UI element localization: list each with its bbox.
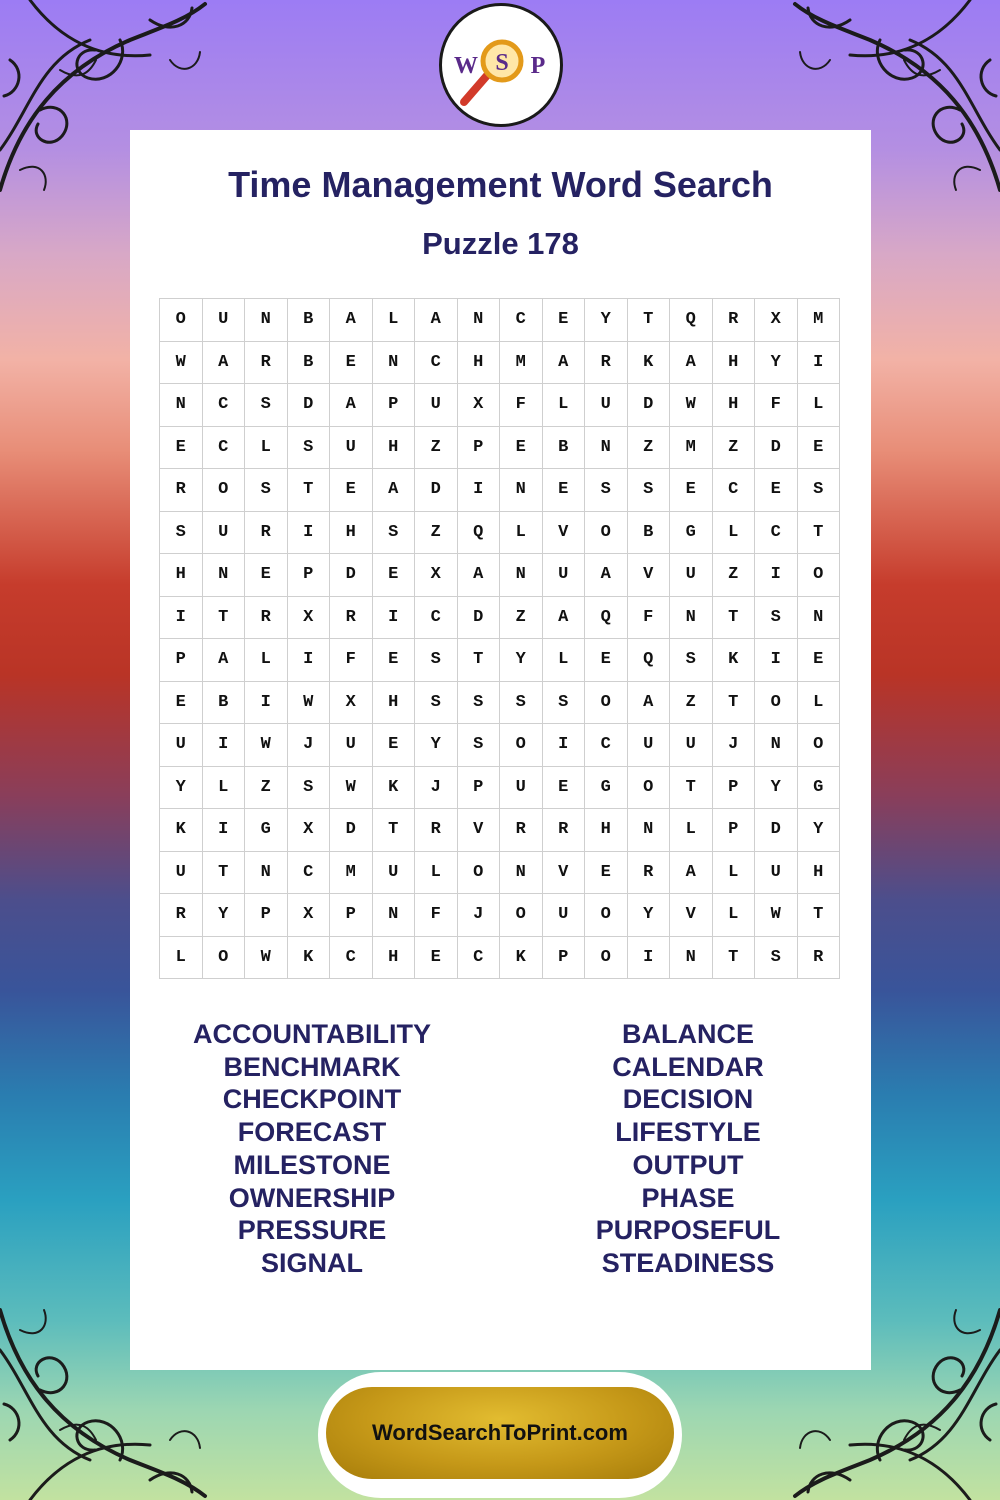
grid-cell: K bbox=[713, 639, 756, 682]
grid-cell: O bbox=[203, 469, 246, 512]
grid-cell: A bbox=[543, 342, 586, 385]
grid-cell: N bbox=[373, 894, 416, 937]
grid-cell: I bbox=[203, 724, 246, 767]
grid-cell: J bbox=[458, 894, 501, 937]
grid-cell: E bbox=[160, 427, 203, 470]
grid-cell: S bbox=[755, 597, 798, 640]
grid-cell: O bbox=[755, 682, 798, 725]
grid-cell: T bbox=[670, 767, 713, 810]
grid-cell: K bbox=[288, 937, 331, 980]
grid-cell: N bbox=[798, 597, 841, 640]
wsp-logo bbox=[439, 3, 563, 127]
grid-cell: X bbox=[458, 384, 501, 427]
grid-cell: D bbox=[755, 809, 798, 852]
puzzle-number: Puzzle 178 bbox=[422, 226, 579, 261]
site-link[interactable]: WordSearchToPrint.com bbox=[326, 1387, 674, 1479]
grid-cell: E bbox=[330, 342, 373, 385]
grid-cell: O bbox=[585, 682, 628, 725]
grid-cell: C bbox=[713, 469, 756, 512]
grid-cell: E bbox=[245, 554, 288, 597]
grid-cell: L bbox=[203, 767, 246, 810]
grid-cell: E bbox=[755, 469, 798, 512]
grid-cell: Z bbox=[670, 682, 713, 725]
grid-cell: U bbox=[330, 724, 373, 767]
grid-cell: D bbox=[288, 384, 331, 427]
grid-cell: I bbox=[203, 809, 246, 852]
grid-cell: J bbox=[288, 724, 331, 767]
logo-letter-w: W bbox=[454, 53, 478, 79]
grid-cell: T bbox=[628, 299, 671, 342]
grid-cell: G bbox=[585, 767, 628, 810]
grid-cell: L bbox=[415, 852, 458, 895]
grid-cell: V bbox=[628, 554, 671, 597]
grid-cell: A bbox=[203, 342, 246, 385]
grid-cell: R bbox=[713, 299, 756, 342]
grid-cell: H bbox=[373, 427, 416, 470]
grid-cell: U bbox=[670, 554, 713, 597]
grid-cell: R bbox=[245, 597, 288, 640]
grid-cell: T bbox=[203, 852, 246, 895]
grid-cell: W bbox=[330, 767, 373, 810]
grid-cell: A bbox=[373, 469, 416, 512]
grid-cell: A bbox=[458, 554, 501, 597]
grid-cell: I bbox=[288, 639, 331, 682]
grid-cell: E bbox=[798, 639, 841, 682]
grid-cell: W bbox=[288, 682, 331, 725]
grid-cell: I bbox=[288, 512, 331, 555]
grid-cell: C bbox=[415, 342, 458, 385]
grid-cell: N bbox=[373, 342, 416, 385]
grid-cell: C bbox=[500, 299, 543, 342]
footer-badge bbox=[318, 1372, 682, 1498]
grid-cell: B bbox=[288, 299, 331, 342]
grid-cell: R bbox=[245, 512, 288, 555]
word-list-item: OWNERSHIP bbox=[228, 1182, 396, 1213]
grid-cell: B bbox=[628, 512, 671, 555]
grid-cell: S bbox=[500, 682, 543, 725]
grid-cell: U bbox=[755, 852, 798, 895]
word-list-item: DECISION bbox=[622, 1084, 754, 1115]
grid-cell: N bbox=[628, 809, 671, 852]
word-list-item: STEADINESS bbox=[601, 1247, 775, 1278]
logo-letter-p: P bbox=[530, 53, 546, 79]
word-list-item: CALENDAR bbox=[612, 1051, 764, 1082]
grid-cell: R bbox=[585, 342, 628, 385]
word-list-item: MILESTONE bbox=[233, 1149, 391, 1180]
grid-cell: A bbox=[203, 639, 246, 682]
grid-cell: R bbox=[160, 894, 203, 937]
grid-cell: N bbox=[585, 427, 628, 470]
grid-cell: R bbox=[628, 852, 671, 895]
grid-cell: L bbox=[798, 682, 841, 725]
grid-cell: A bbox=[670, 852, 713, 895]
letter-grid bbox=[159, 298, 840, 979]
grid-cell: A bbox=[628, 682, 671, 725]
grid-cell: L bbox=[670, 809, 713, 852]
grid-cell: C bbox=[330, 937, 373, 980]
grid-cell: C bbox=[585, 724, 628, 767]
grid-cell: V bbox=[458, 809, 501, 852]
grid-cell: Q bbox=[628, 639, 671, 682]
grid-cell: R bbox=[160, 469, 203, 512]
grid-cell: X bbox=[288, 597, 331, 640]
grid-cell: P bbox=[245, 894, 288, 937]
grid-cell: K bbox=[160, 809, 203, 852]
grid-cell: U bbox=[373, 852, 416, 895]
grid-cell: J bbox=[713, 724, 756, 767]
grid-cell: S bbox=[543, 682, 586, 725]
grid-cell: T bbox=[203, 597, 246, 640]
grid-cell: N bbox=[245, 852, 288, 895]
grid-cell: S bbox=[458, 682, 501, 725]
grid-cell: F bbox=[415, 894, 458, 937]
grid-cell: M bbox=[500, 342, 543, 385]
grid-cell: D bbox=[330, 554, 373, 597]
grid-cell: J bbox=[415, 767, 458, 810]
grid-cell: T bbox=[713, 937, 756, 980]
grid-cell: D bbox=[458, 597, 501, 640]
grid-cell: N bbox=[670, 597, 713, 640]
grid-cell: E bbox=[373, 554, 416, 597]
grid-cell: S bbox=[288, 767, 331, 810]
grid-cell: N bbox=[500, 852, 543, 895]
grid-cell: W bbox=[245, 937, 288, 980]
grid-cell: S bbox=[755, 937, 798, 980]
grid-cell: G bbox=[798, 767, 841, 810]
grid-cell: Y bbox=[203, 894, 246, 937]
grid-cell: F bbox=[628, 597, 671, 640]
grid-cell: Y bbox=[415, 724, 458, 767]
grid-cell: P bbox=[543, 937, 586, 980]
grid-cell: Y bbox=[628, 894, 671, 937]
grid-cell: P bbox=[330, 894, 373, 937]
grid-cell: N bbox=[500, 554, 543, 597]
grid-cell: S bbox=[670, 639, 713, 682]
grid-cell: Q bbox=[585, 597, 628, 640]
grid-cell: C bbox=[415, 597, 458, 640]
grid-cell: A bbox=[670, 342, 713, 385]
grid-cell: E bbox=[585, 639, 628, 682]
grid-cell: O bbox=[500, 724, 543, 767]
grid-cell: F bbox=[500, 384, 543, 427]
grid-cell: L bbox=[713, 852, 756, 895]
word-list-item: PURPOSEFUL bbox=[595, 1215, 781, 1246]
grid-cell: W bbox=[160, 342, 203, 385]
grid-cell: I bbox=[755, 554, 798, 597]
grid-cell: A bbox=[330, 384, 373, 427]
grid-cell: E bbox=[543, 469, 586, 512]
word-list-item: LIFESTYLE bbox=[615, 1117, 761, 1148]
grid-cell: V bbox=[543, 852, 586, 895]
grid-cell: P bbox=[160, 639, 203, 682]
grid-cell: R bbox=[245, 342, 288, 385]
grid-cell: S bbox=[798, 469, 841, 512]
grid-cell: S bbox=[245, 384, 288, 427]
grid-cell: T bbox=[713, 597, 756, 640]
grid-cell: X bbox=[288, 809, 331, 852]
grid-cell: I bbox=[628, 937, 671, 980]
grid-cell: R bbox=[543, 809, 586, 852]
grid-cell: Y bbox=[798, 809, 841, 852]
grid-cell: M bbox=[670, 427, 713, 470]
grid-cell: L bbox=[245, 639, 288, 682]
grid-cell: Z bbox=[713, 554, 756, 597]
word-list-item: PRESSURE bbox=[237, 1215, 387, 1246]
word-list-item: CHECKPOINT bbox=[222, 1084, 402, 1115]
grid-cell: E bbox=[373, 724, 416, 767]
grid-cell: X bbox=[330, 682, 373, 725]
grid-cell: F bbox=[755, 384, 798, 427]
grid-cell: L bbox=[500, 512, 543, 555]
grid-cell: Y bbox=[160, 767, 203, 810]
word-list-item: ACCOUNTABILITY bbox=[193, 1019, 431, 1049]
grid-cell: U bbox=[160, 724, 203, 767]
grid-cell: Y bbox=[585, 299, 628, 342]
grid-cell: R bbox=[798, 937, 841, 980]
grid-cell: D bbox=[415, 469, 458, 512]
grid-cell: H bbox=[458, 342, 501, 385]
grid-cell: W bbox=[245, 724, 288, 767]
word-list-item: SIGNAL bbox=[260, 1247, 363, 1278]
grid-cell: I bbox=[245, 682, 288, 725]
grid-cell: S bbox=[628, 469, 671, 512]
grid-cell: A bbox=[415, 299, 458, 342]
grid-cell: C bbox=[458, 937, 501, 980]
grid-cell: U bbox=[330, 427, 373, 470]
grid-cell: P bbox=[458, 427, 501, 470]
grid-cell: M bbox=[330, 852, 373, 895]
grid-cell: S bbox=[288, 427, 331, 470]
grid-cell: T bbox=[373, 809, 416, 852]
grid-cell: S bbox=[415, 639, 458, 682]
grid-cell: H bbox=[798, 852, 841, 895]
grid-cell: O bbox=[798, 554, 841, 597]
grid-cell: V bbox=[543, 512, 586, 555]
grid-cell: O bbox=[585, 512, 628, 555]
logo-letter-s: S bbox=[495, 50, 509, 76]
grid-cell: O bbox=[203, 937, 246, 980]
grid-cell: K bbox=[500, 937, 543, 980]
grid-cell: W bbox=[670, 384, 713, 427]
grid-cell: G bbox=[245, 809, 288, 852]
grid-cell: Z bbox=[415, 427, 458, 470]
grid-cell: D bbox=[755, 427, 798, 470]
grid-cell: P bbox=[288, 554, 331, 597]
grid-cell: D bbox=[628, 384, 671, 427]
grid-cell: B bbox=[288, 342, 331, 385]
grid-cell: U bbox=[500, 767, 543, 810]
grid-cell: P bbox=[373, 384, 416, 427]
grid-cell: A bbox=[330, 299, 373, 342]
grid-cell: R bbox=[500, 809, 543, 852]
grid-cell: U bbox=[543, 554, 586, 597]
grid-cell: E bbox=[543, 767, 586, 810]
grid-cell: U bbox=[543, 894, 586, 937]
grid-cell: T bbox=[288, 469, 331, 512]
grid-cell: N bbox=[160, 384, 203, 427]
grid-cell: N bbox=[500, 469, 543, 512]
grid-cell: I bbox=[458, 469, 501, 512]
grid-cell: E bbox=[543, 299, 586, 342]
word-list-left bbox=[172, 1018, 452, 1280]
grid-cell: E bbox=[160, 682, 203, 725]
grid-cell: H bbox=[373, 682, 416, 725]
grid-cell: U bbox=[203, 299, 246, 342]
grid-cell: N bbox=[203, 554, 246, 597]
grid-cell: L bbox=[798, 384, 841, 427]
grid-cell: C bbox=[755, 512, 798, 555]
grid-cell: O bbox=[798, 724, 841, 767]
word-list-item: BALANCE bbox=[622, 1019, 754, 1049]
grid-cell: U bbox=[415, 384, 458, 427]
grid-cell: Y bbox=[755, 342, 798, 385]
grid-cell: E bbox=[373, 639, 416, 682]
grid-cell: I bbox=[373, 597, 416, 640]
grid-cell: O bbox=[628, 767, 671, 810]
grid-cell: Z bbox=[245, 767, 288, 810]
grid-cell: U bbox=[585, 384, 628, 427]
grid-cell: R bbox=[415, 809, 458, 852]
grid-cell: E bbox=[415, 937, 458, 980]
puzzle-panel bbox=[130, 130, 871, 1370]
grid-cell: X bbox=[755, 299, 798, 342]
grid-cell: O bbox=[160, 299, 203, 342]
word-list-item: FORECAST bbox=[237, 1117, 387, 1148]
grid-cell: L bbox=[543, 639, 586, 682]
grid-cell: Z bbox=[500, 597, 543, 640]
grid-cell: L bbox=[713, 512, 756, 555]
grid-cell: E bbox=[585, 852, 628, 895]
grid-cell: D bbox=[330, 809, 373, 852]
grid-cell: L bbox=[160, 937, 203, 980]
word-list-item: BENCHMARK bbox=[223, 1051, 401, 1082]
grid-cell: Y bbox=[500, 639, 543, 682]
grid-cell: N bbox=[245, 299, 288, 342]
grid-cell: X bbox=[288, 894, 331, 937]
grid-cell: Q bbox=[670, 299, 713, 342]
grid-cell: K bbox=[373, 767, 416, 810]
grid-cell: E bbox=[500, 427, 543, 470]
grid-cell: H bbox=[373, 937, 416, 980]
grid-cell: S bbox=[415, 682, 458, 725]
grid-cell: S bbox=[160, 512, 203, 555]
grid-cell: A bbox=[543, 597, 586, 640]
grid-cell: T bbox=[798, 512, 841, 555]
grid-cell: B bbox=[543, 427, 586, 470]
grid-cell: O bbox=[585, 937, 628, 980]
grid-cell: K bbox=[628, 342, 671, 385]
grid-cell: E bbox=[670, 469, 713, 512]
grid-cell: Z bbox=[628, 427, 671, 470]
grid-cell: L bbox=[713, 894, 756, 937]
grid-cell: H bbox=[713, 384, 756, 427]
grid-cell: A bbox=[585, 554, 628, 597]
grid-cell: T bbox=[798, 894, 841, 937]
grid-cell: F bbox=[330, 639, 373, 682]
grid-cell: S bbox=[585, 469, 628, 512]
grid-cell: M bbox=[798, 299, 841, 342]
grid-cell: H bbox=[330, 512, 373, 555]
grid-cell: C bbox=[203, 427, 246, 470]
grid-cell: L bbox=[543, 384, 586, 427]
grid-cell: Z bbox=[415, 512, 458, 555]
grid-cell: X bbox=[415, 554, 458, 597]
grid-cell: P bbox=[458, 767, 501, 810]
grid-cell: E bbox=[330, 469, 373, 512]
grid-cell: S bbox=[245, 469, 288, 512]
grid-cell: N bbox=[755, 724, 798, 767]
puzzle-title: Time Management Word Search bbox=[228, 164, 773, 205]
grid-cell: L bbox=[373, 299, 416, 342]
grid-cell: I bbox=[543, 724, 586, 767]
grid-cell: U bbox=[628, 724, 671, 767]
grid-cell: P bbox=[713, 767, 756, 810]
grid-cell: H bbox=[713, 342, 756, 385]
grid-cell: C bbox=[288, 852, 331, 895]
grid-cell: R bbox=[330, 597, 373, 640]
grid-cell: U bbox=[160, 852, 203, 895]
grid-cell: V bbox=[670, 894, 713, 937]
grid-cell: Q bbox=[458, 512, 501, 555]
grid-cell: H bbox=[160, 554, 203, 597]
grid-cell: U bbox=[203, 512, 246, 555]
grid-cell: C bbox=[203, 384, 246, 427]
grid-cell: H bbox=[585, 809, 628, 852]
grid-cell: G bbox=[670, 512, 713, 555]
grid-cell: Y bbox=[755, 767, 798, 810]
grid-cell: S bbox=[373, 512, 416, 555]
word-list-item: PHASE bbox=[641, 1182, 735, 1213]
grid-cell: B bbox=[203, 682, 246, 725]
grid-cell: O bbox=[585, 894, 628, 937]
grid-cell: W bbox=[755, 894, 798, 937]
grid-cell: O bbox=[500, 894, 543, 937]
grid-cell: I bbox=[755, 639, 798, 682]
grid-cell: N bbox=[458, 299, 501, 342]
grid-cell: T bbox=[713, 682, 756, 725]
grid-cell: U bbox=[670, 724, 713, 767]
grid-cell: L bbox=[245, 427, 288, 470]
grid-cell: N bbox=[670, 937, 713, 980]
grid-cell: I bbox=[160, 597, 203, 640]
word-list-item: OUTPUT bbox=[632, 1149, 744, 1180]
grid-cell: O bbox=[458, 852, 501, 895]
grid-cell: I bbox=[798, 342, 841, 385]
word-list-right bbox=[548, 1018, 828, 1280]
grid-cell: T bbox=[458, 639, 501, 682]
grid-cell: S bbox=[458, 724, 501, 767]
grid-cell: P bbox=[713, 809, 756, 852]
grid-cell: Z bbox=[713, 427, 756, 470]
grid-cell: E bbox=[798, 427, 841, 470]
